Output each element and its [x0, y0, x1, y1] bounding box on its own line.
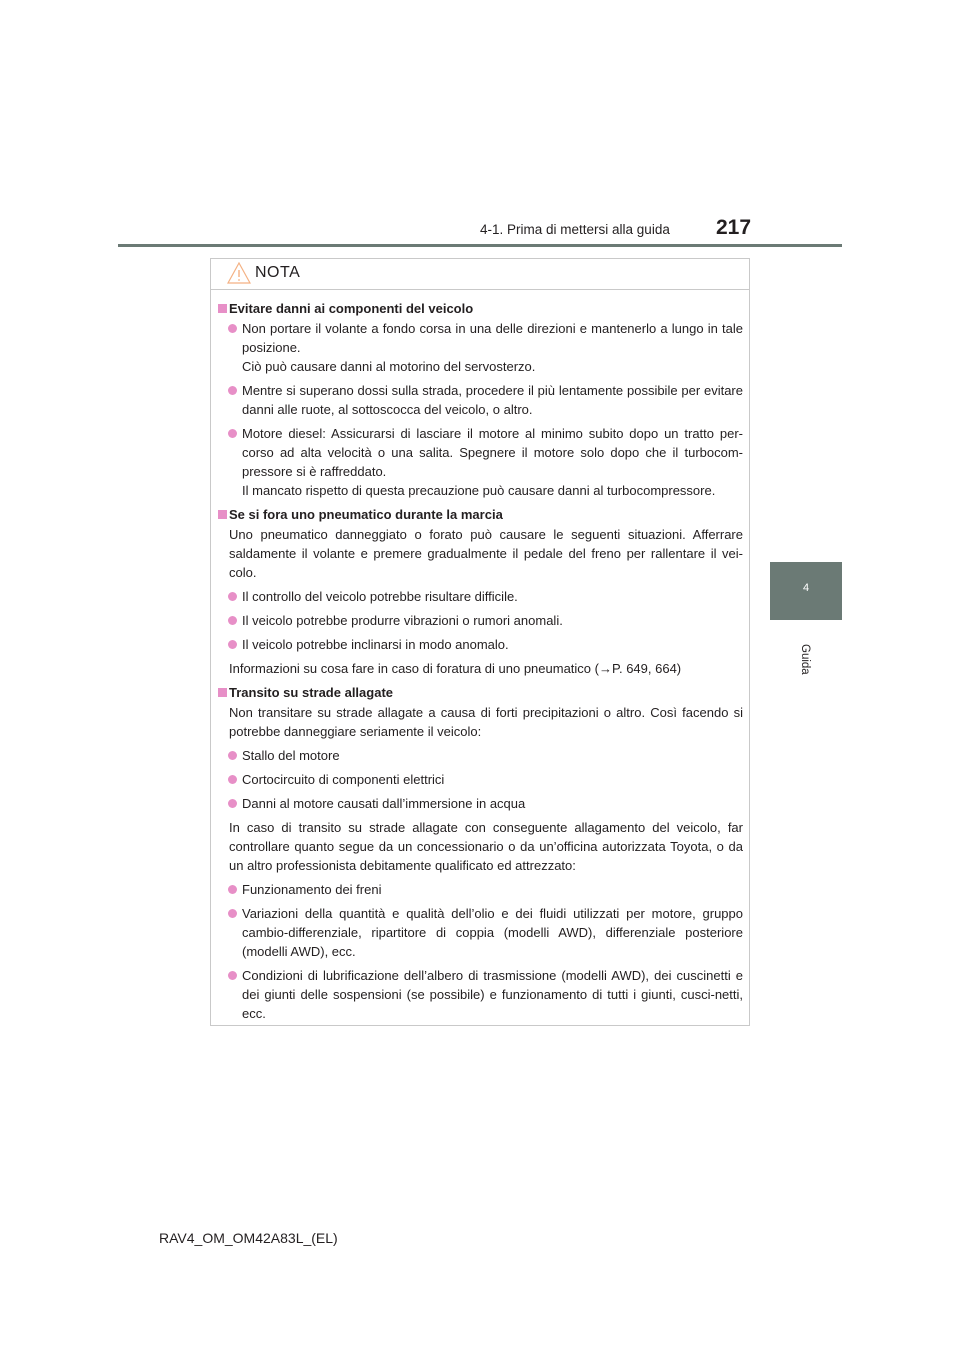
bullet-item	[211, 966, 751, 1023]
square-bullet-icon	[218, 688, 227, 697]
circle-bullet-icon	[228, 751, 237, 760]
bullet-item	[211, 611, 751, 630]
page-number: 217	[716, 216, 752, 239]
bullet-item	[211, 381, 751, 419]
section-heading-text: Transito su strade allagate	[229, 685, 394, 700]
bullet-item	[211, 770, 751, 789]
circle-bullet-icon	[228, 775, 237, 784]
bullet-item	[211, 424, 751, 500]
item-text: Informazioni su cosa fare in caso di foratura di uno pneumatico (→P. 649, 664)	[229, 661, 682, 676]
item-text: Il veicolo potrebbe produrre vibrazioni o rumori anomali.	[242, 613, 563, 628]
item-text: Danni al motore causati dall’immersione in acqua	[242, 796, 526, 811]
note-content	[211, 299, 751, 1028]
bullet-item	[211, 904, 751, 961]
circle-bullet-icon	[228, 429, 237, 438]
chapter-tab	[770, 562, 842, 620]
circle-bullet-icon	[228, 640, 237, 649]
item-text: Il controllo del veicolo potrebbe risultare difficile.	[242, 589, 518, 604]
item-text: Non transitare su strade allagate a causa di forti precipitazioni o altro. Così facendo si potrebbe danneggiare seriamente il veicolo:	[229, 705, 743, 739]
paragraph	[211, 525, 751, 582]
bullet-item	[211, 794, 751, 813]
item-text: Stallo del motore	[242, 748, 340, 763]
circle-bullet-icon	[228, 971, 237, 980]
note-title: NOTA	[255, 264, 301, 281]
bullet-item	[211, 880, 751, 899]
note-header	[211, 259, 749, 290]
note-box	[210, 258, 750, 1026]
bullet-item	[211, 635, 751, 654]
item-text: Uno pneumatico danneggiato o forato può causare le seguenti situazioni. Afferrare saldamente il volante e premere gradualmente il pedale del freno per rallentare il vei-colo.	[229, 527, 743, 580]
chapter-number: 4	[802, 582, 810, 594]
circle-bullet-icon	[228, 592, 237, 601]
circle-bullet-icon	[228, 386, 237, 395]
circle-bullet-icon	[228, 324, 237, 333]
warning-triangle-icon	[227, 262, 251, 289]
square-bullet-icon	[218, 304, 227, 313]
bullet-item	[211, 319, 751, 376]
circle-bullet-icon	[228, 909, 237, 918]
header-rule	[118, 244, 842, 247]
circle-bullet-icon	[228, 885, 237, 894]
circle-bullet-icon	[228, 799, 237, 808]
item-text: Non portare il volante a fondo corsa in una delle direzioni e mantenerlo a lungo in tale posizione. Ciò può causare danni al motorino del servosterzo.	[242, 321, 743, 374]
item-text: Funzionamento dei freni	[242, 882, 382, 897]
item-text: Mentre si superano dossi sulla strada, procedere il più lentamente possibile per evitare danni alle ruote, al sottoscocca del veicolo, o altro.	[242, 383, 743, 417]
item-text: Cortocircuito di componenti elettrici	[242, 772, 445, 787]
section-heading	[211, 505, 751, 525]
item-text: In caso di transito su strade allagate con conseguente allagamento del veicolo, far controllare quanto segue da un concessionario o da un’officina autorizzata Toyota, o da un altro professionista debitamente qualificato ed attrezzato:	[229, 820, 743, 873]
bullet-item	[211, 587, 751, 606]
section-title: 4-1. Prima di mettersi alla guida	[480, 222, 670, 237]
bullet-item	[211, 746, 751, 765]
section-heading-text: Evitare danni ai componenti del veicolo	[229, 301, 474, 316]
section-heading-text: Se si fora uno pneumatico durante la marcia	[229, 507, 503, 522]
circle-bullet-icon	[228, 616, 237, 625]
paragraph	[211, 703, 751, 741]
item-text: Il veicolo potrebbe inclinarsi in modo anomalo.	[242, 637, 509, 652]
item-text: Condizioni di lubrificazione dell’albero di trasmissione (modelli AWD), dei cuscinetti e dei giunti delle sospensioni (se possibile) e funzionamento di tutti i giunti, cusci-netti, ecc.	[242, 968, 743, 1021]
item-text: Motore diesel: Assicurarsi di lasciare il motore al minimo subito dopo un tratto per-corso ad alta velocità o una salita. Spegnere il motore solo dopo che il turbocom-pressore si è raffreddato. Il mancato rispetto di questa precauzione può causare danni al turbocompressore.	[242, 426, 743, 498]
chapter-label: Guida	[799, 644, 811, 675]
section-heading	[211, 683, 751, 703]
paragraph	[211, 818, 751, 875]
square-bullet-icon	[218, 510, 227, 519]
document-code: RAV4_OM_OM42A83L_(EL)	[159, 1230, 338, 1246]
section-heading	[211, 299, 751, 319]
item-text: Variazioni della quantità e qualità dell’olio e dei fluidi utilizzati per motore, gruppo cambio-differenziale, ripartitore di coppia (modelli AWD), differenziale posteriore (modelli AWD), ecc.	[242, 906, 743, 959]
paragraph	[211, 659, 751, 678]
